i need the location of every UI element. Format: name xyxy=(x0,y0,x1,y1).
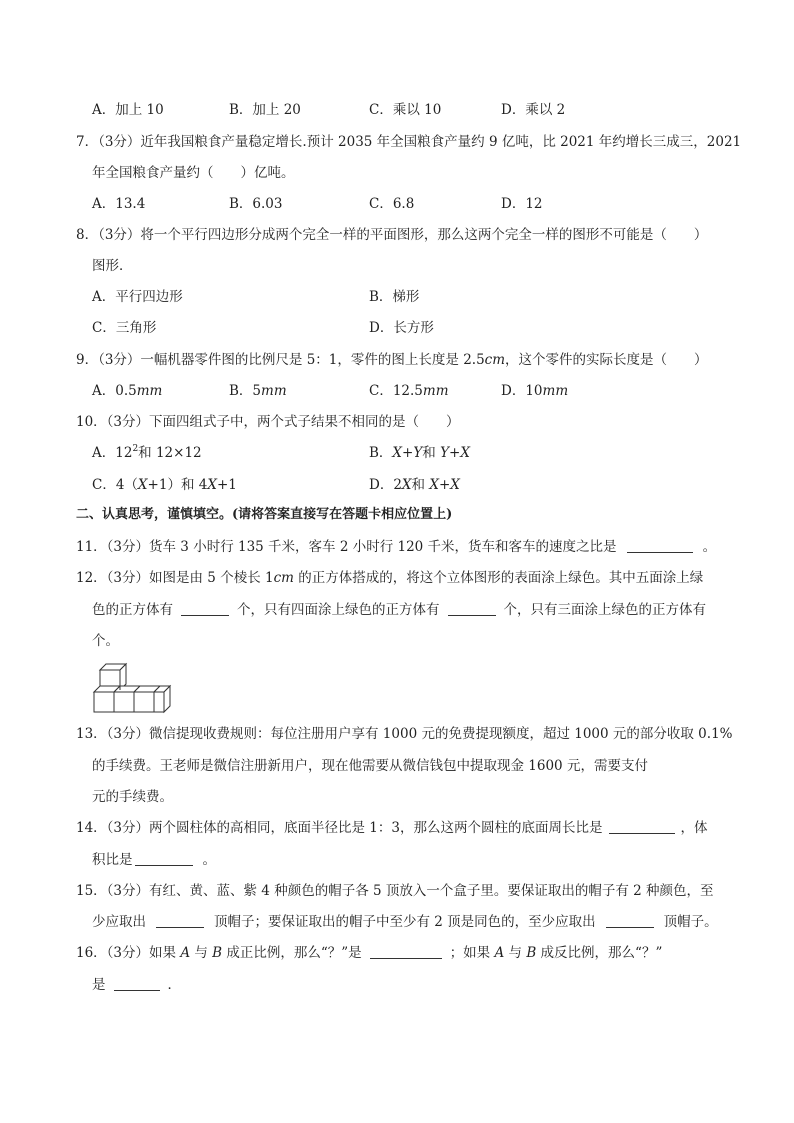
q10-d-label: D．2 xyxy=(369,477,402,493)
q11-text: 11．（3分）货车 3 小时行 135 千米，客车 2 小时行 120 千米，货车和客车的速度之比是 xyxy=(76,539,617,555)
q9-stem-part1: 9．（3分）一幅机器零件图的比例尺是 5：1，零件的图上长度是 2.5 xyxy=(76,352,485,368)
q6-option-b[interactable]: B．加上 20 xyxy=(229,102,301,118)
q12-blank-four-faces[interactable] xyxy=(448,601,496,616)
q12-part2: 的正方体搭成的，将这个立体图形的表面涂上绿色。其中五面涂上绿 xyxy=(293,570,704,586)
q14-part2: ，体 xyxy=(680,820,708,836)
q10-a-rest: 和 12×12 xyxy=(138,445,202,461)
q16-part2: 与 xyxy=(190,945,213,961)
q8-stem-line1: 8．（3分）将一个平行四边形分成两个完全一样的平面图形，那么这两个完全一样的图形不可能是（ ） xyxy=(76,227,708,243)
q14-blank-volume-ratio[interactable] xyxy=(135,851,193,866)
q10-option-a[interactable] xyxy=(92,443,202,463)
q9-option-d-value: D．10 xyxy=(501,383,543,399)
q6-option-a[interactable]: A．加上 10 xyxy=(92,102,164,118)
q8-option-d[interactable]: D．长方形 xyxy=(369,320,434,336)
cube-figure xyxy=(92,658,176,718)
q14-stem-line2 xyxy=(92,850,216,870)
q9-option-b[interactable] xyxy=(229,381,287,401)
q12-part5: 个，只有三面涂上绿色的正方体有 xyxy=(503,602,706,618)
q10-c-post: +1 xyxy=(216,477,237,493)
q16-var: B xyxy=(212,945,223,961)
q16-stem-line1 xyxy=(76,943,662,963)
q9-option-d[interactable] xyxy=(501,381,568,401)
q15-stem-line1: 15．（3分）有红、黄、蓝、紫 4 种颜色的帽子各 5 顶放入一个盒子里。要保证取出的帽子有 2 种颜色，至 xyxy=(76,883,714,899)
q9-option-c-value: C．12.5 xyxy=(369,383,423,399)
q10-option-c[interactable] xyxy=(92,475,237,495)
q9-option-b-value: B．5 xyxy=(229,383,262,399)
q10-b-var: X xyxy=(460,445,470,461)
q12-unit-cm: cm xyxy=(273,570,294,586)
q10-a-base: A．12 xyxy=(92,445,133,461)
q8-stem-line2: 图形． xyxy=(92,258,133,274)
q16-part1: 16．（3分）如果 xyxy=(76,945,181,961)
q16-var: A xyxy=(180,945,191,961)
q10-option-d[interactable] xyxy=(369,475,460,495)
q7-stem-line1: 7．（3分）近年我国粮食产量稳定增长.预计 2035 年全国粮食产量约 9 亿吨，比 2021 年约增长三成三，2021 xyxy=(76,134,742,150)
q15-blank-two-colors[interactable] xyxy=(156,913,204,928)
q9-option-a-unit: mm xyxy=(136,383,163,399)
q10-c-var: X xyxy=(207,477,217,493)
q10-b-label: B． xyxy=(369,445,393,461)
q9-stem xyxy=(76,350,708,370)
q9-option-a[interactable] xyxy=(92,381,162,401)
q16-part4: ；如果 xyxy=(449,945,495,961)
q10-b-var: Y xyxy=(440,445,449,461)
q15-blank-same-color[interactable] xyxy=(606,913,654,928)
q16-part5: 与 xyxy=(504,945,527,961)
q9-option-d-unit: mm xyxy=(542,383,569,399)
q7-option-a[interactable]: A．13.4 xyxy=(92,196,146,212)
q10-b-op: + xyxy=(449,445,461,461)
q7-option-d[interactable]: D．12 xyxy=(501,196,543,212)
q12-stem-line3: 个。 xyxy=(92,633,119,649)
q10-c-var: X xyxy=(137,477,148,493)
q14-blank-perimeter-ratio[interactable] xyxy=(609,819,675,834)
q13-stem-line1: 13．（3分）微信提现收费规则：每位注册用户享有 1000 元的免费提现额度，超过 1000 元的部分收取 0.1% xyxy=(76,726,733,742)
q16-blank-direct[interactable] xyxy=(370,944,442,959)
q10-a-exponent: 2 xyxy=(132,444,139,454)
q9-option-a-value: A．0.5 xyxy=(92,383,137,399)
q16-part7: 是 xyxy=(92,977,106,993)
q16-blank-inverse[interactable] xyxy=(114,976,160,991)
q7-option-b[interactable]: B．6.03 xyxy=(229,196,283,212)
q12-blank-five-faces[interactable] xyxy=(181,601,229,616)
q8-option-a[interactable]: A．平行四边形 xyxy=(92,289,183,305)
q10-b-and: 和 xyxy=(422,445,441,461)
q10-b-op: + xyxy=(402,445,414,461)
q10-option-b[interactable] xyxy=(369,443,470,463)
q10-c-label: C．4（ xyxy=(92,477,138,493)
q16-var: B xyxy=(526,945,537,961)
q10-d-var: X xyxy=(401,477,412,493)
q11-answer-blank[interactable] xyxy=(627,538,693,553)
q7-stem-line2: 年全国粮食产量约（ ）亿吨。 xyxy=(92,165,295,181)
q11-stem xyxy=(76,537,716,557)
q6-option-d[interactable]: D．乘以 2 xyxy=(501,102,566,118)
q16-part8: ． xyxy=(167,977,181,993)
q14-part4: 。 xyxy=(202,852,216,868)
q13-stem-line3: 元的手续费。 xyxy=(92,789,173,805)
q15-part2: 顶帽子；要保证取出的帽子中至少有 2 顶是同色的，至少应取出 xyxy=(214,914,596,930)
q8-option-b[interactable]: B．梯形 xyxy=(369,289,420,305)
q12-part4: 个，只有四面涂上绿色的正方体有 xyxy=(237,602,440,618)
q9-option-b-unit: mm xyxy=(261,383,287,399)
q16-part3: 成正比例，那么“？”是 xyxy=(222,945,362,961)
q15-stem-line2 xyxy=(92,912,718,932)
q10-d-and: 和 xyxy=(411,477,430,493)
q12-part1: 12．（3分）如图是由 5 个棱长 1 xyxy=(76,570,274,586)
section-2-heading: 二、认真思考，谨慎填空。(请将答案直接写在答题卡相应位置上) xyxy=(76,507,453,522)
q13-stem-line2: 的手续费。王老师是微信注册新用户，现在他需要从微信钱包中提取现金 1600 元，需要支付 xyxy=(92,758,648,774)
q9-unit-cm: cm xyxy=(484,352,506,368)
q10-d-var: X xyxy=(450,477,460,493)
q10-d-var: X xyxy=(429,477,439,493)
q12-stem-line1 xyxy=(76,568,703,588)
q9-stem-part2: ，这个零件的实际长度是（ ） xyxy=(505,352,708,368)
q14-stem-line1 xyxy=(76,818,708,838)
q6-option-c[interactable]: C．乘以 10 xyxy=(369,102,442,118)
q10-c-mid: +1）和 4 xyxy=(147,477,208,493)
q16-var: A xyxy=(494,945,505,961)
q8-option-c[interactable]: C．三角形 xyxy=(92,320,157,336)
q12-stem-line2 xyxy=(92,600,706,620)
q15-part3: 顶帽子。 xyxy=(663,914,718,930)
q11-end: 。 xyxy=(702,539,717,555)
q7-option-c[interactable]: C．6.8 xyxy=(369,196,415,212)
q10-b-var: X xyxy=(392,445,403,461)
q9-option-c-unit: mm xyxy=(422,383,449,399)
q16-part6: 成反比例，那么“？” xyxy=(536,945,663,961)
q12-part3: 色的正方体有 xyxy=(92,602,173,618)
q10-stem: 10．（3分）下面四组式子中，两个式子结果不相同的是（ ） xyxy=(76,414,460,430)
q15-part1: 少应取出 xyxy=(92,914,146,930)
q10-d-op: + xyxy=(438,477,451,493)
q9-option-c[interactable] xyxy=(369,381,449,401)
q16-stem-line2 xyxy=(92,975,181,995)
q14-part3: 积比是 xyxy=(92,852,133,868)
cube-bottom-4 xyxy=(154,686,170,712)
q14-part1: 14．（3分）两个圆柱体的高相同，底面半径比是 1：3，那么这两个圆柱的底面周长比是 xyxy=(76,820,603,836)
q10-b-var: Y xyxy=(413,445,423,461)
